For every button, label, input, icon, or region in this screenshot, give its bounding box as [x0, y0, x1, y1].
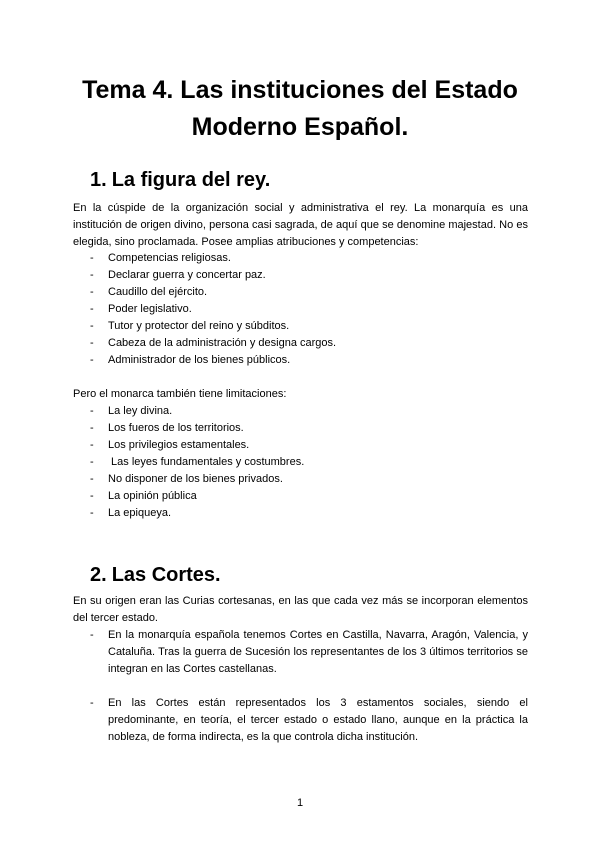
list-item-text: La epiqueya. — [108, 507, 171, 519]
list-item-text: En las Cortes están representados los 3 estamentos sociales, siendo el predominante, en teoría, el tercer estado o estado llano, aunque en la práctica la nobleza, de forma indirecta, es la que controla dicha institución. — [108, 697, 528, 743]
competencias-list — [0, 250, 336, 369]
list-item — [0, 352, 336, 369]
dash-bullet: - — [90, 303, 94, 315]
list-item-text: Las leyes fundamentales y costumbres. — [108, 456, 305, 468]
list-item-text: Los fueros de los territorios. — [108, 422, 244, 434]
list-item-text: La opinión pública — [108, 490, 197, 502]
list-item-text: No disponer de los bienes privados. — [108, 473, 283, 485]
dash-bullet: - — [90, 422, 94, 434]
dash-bullet: - — [90, 507, 94, 519]
rey-intro-paragraph: En la cúspide de la organización social y administrativa el rey. La monarquía es una institución de origen divino, persona casi sagrada, de aquí que se denomine majestad. No es elegida, sino proclamada. Posee amplias atribuciones y competencias: — [73, 202, 528, 248]
cortes-intro-paragraph: En su origen eran las Curias cortesanas, en las que cada vez más se incorporan elementos del tercer estado. — [73, 595, 528, 624]
list-item — [0, 267, 336, 284]
list-item — [0, 505, 304, 522]
list-item — [0, 403, 304, 420]
dash-bullet: - — [90, 286, 94, 298]
section-number: 2. — [90, 564, 107, 586]
dash-bullet: - — [90, 252, 94, 264]
dash-bullet: - — [90, 354, 94, 366]
list-item — [0, 627, 528, 678]
list-item-text: Poder legislativo. — [108, 303, 192, 315]
limitaciones-intro: Pero el monarca también tiene limitaciones: — [73, 388, 287, 400]
section-heading-cortes — [90, 561, 221, 589]
section-heading-rey — [90, 166, 270, 194]
list-item — [0, 454, 304, 471]
list-item — [0, 301, 336, 318]
list-item-text: Declarar guerra y concertar paz. — [108, 269, 266, 281]
document-title-line-1: Tema 4. Las instituciones del Estado — [82, 76, 518, 104]
dash-bullet: - — [90, 697, 94, 709]
dash-bullet: - — [90, 320, 94, 332]
dash-bullet: - — [90, 405, 94, 417]
document-title-line-2: Moderno Español. — [191, 113, 409, 141]
cortes-list-1 — [0, 627, 528, 678]
list-item-text: Cabeza de la administración y designa cargos. — [108, 337, 337, 349]
dash-bullet: - — [90, 439, 94, 451]
list-item — [0, 335, 336, 352]
cortes-list-2 — [0, 695, 528, 746]
list-item — [0, 420, 304, 437]
list-item-text: En la monarquía española tenemos Cortes en Castilla, Navarra, Aragón, Valencia, y Cataluña. Tras la guerra de Sucesión los representantes de los 3 últimos territorios se integran en las Cortes castellanas. — [108, 629, 528, 675]
list-item — [0, 284, 336, 301]
dash-bullet: - — [90, 337, 94, 349]
list-item — [0, 471, 304, 488]
list-item-text: Administrador de los bienes públicos. — [108, 354, 291, 366]
list-item — [0, 250, 336, 267]
dash-bullet: - — [90, 473, 94, 485]
list-item-text: Caudillo del ejército. — [108, 286, 208, 298]
section-number: 1. — [90, 169, 107, 191]
section-title: La figura del rey. — [111, 169, 271, 191]
page-number: 1 — [296, 797, 304, 809]
dash-bullet: - — [90, 456, 94, 468]
limitaciones-list — [0, 403, 304, 522]
list-item — [0, 318, 336, 335]
list-item-text: La ley divina. — [108, 405, 173, 417]
list-item-text: Tutor y protector del reino y súbditos. — [108, 320, 290, 332]
section-title: Las Cortes. — [111, 564, 221, 586]
list-item — [0, 437, 304, 454]
dash-bullet: - — [90, 490, 94, 502]
list-item-text: Los privilegios estamentales. — [108, 439, 250, 451]
dash-bullet: - — [90, 269, 94, 281]
list-item-text: Competencias religiosas. — [108, 252, 231, 264]
list-item — [0, 488, 304, 505]
list-item — [0, 695, 528, 746]
dash-bullet: - — [90, 629, 94, 641]
